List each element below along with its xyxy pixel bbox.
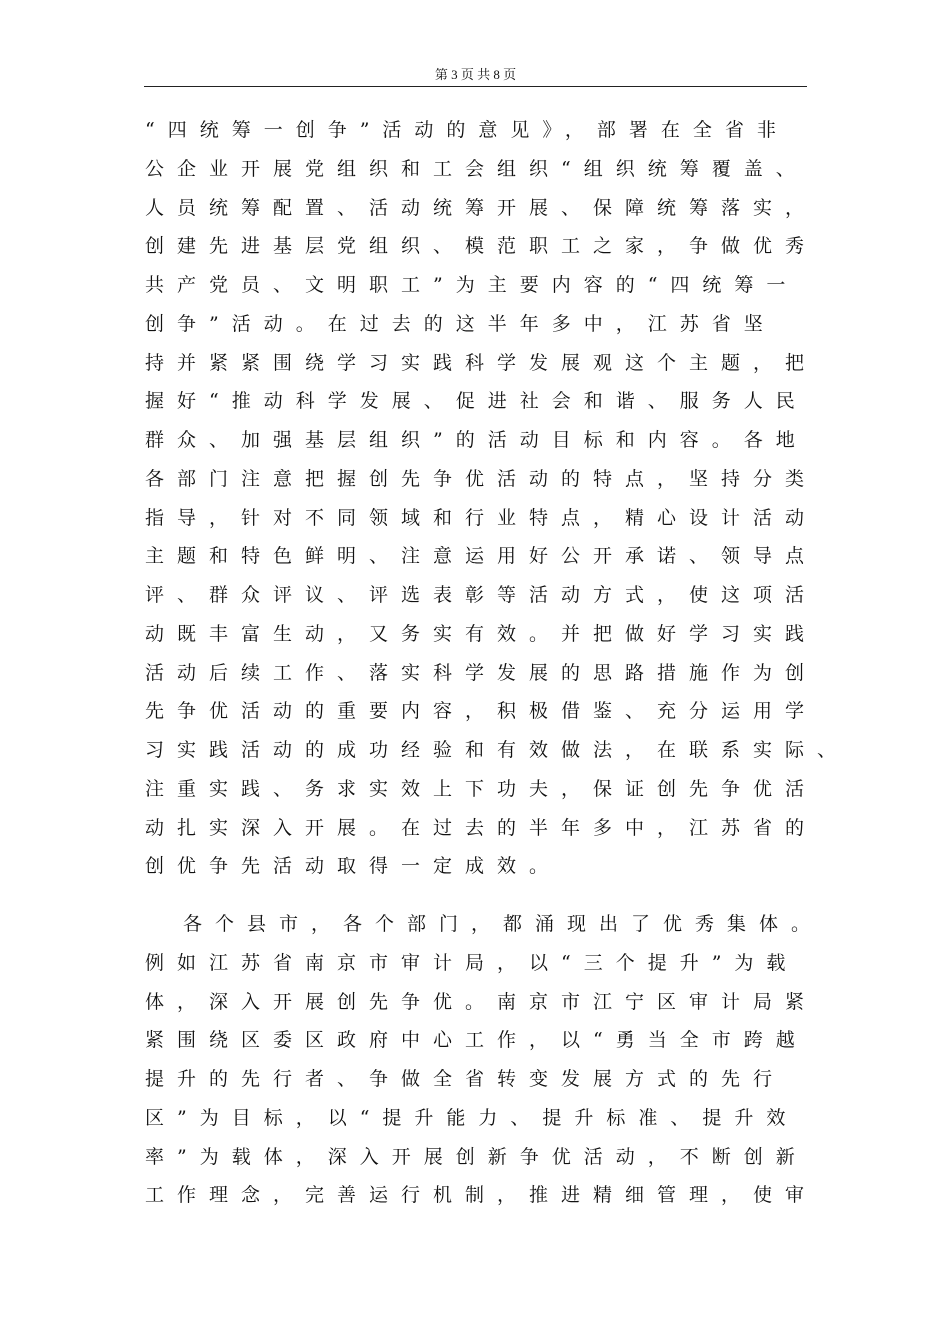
text-line: 各部门注意把握创先争优活动的特点，坚持分类 <box>145 467 818 490</box>
text-line: 群众、加强基层组织”的活动目标和内容。各地 <box>145 429 808 451</box>
text-line: 创建先进基层党组织、模范职工之家，争做优秀 <box>145 235 818 258</box>
paragraph-1 <box>145 111 850 886</box>
text-line: 评、群众评议、评选表彰等活动方式，使这项活 <box>145 584 818 606</box>
text-line: 习实践活动的成功经验和有效做法，在联系实际、 <box>145 739 850 761</box>
header-divider <box>144 86 807 87</box>
text-line: 工作理念，完善运行机制，推进精细管理，使审 <box>145 1184 818 1207</box>
text-line: 共产党员、文明职工”为主要内容的“四统筹一 <box>145 274 799 296</box>
text-line: 各个县市，各个部门，都涌现出了优秀集体。 <box>183 913 824 935</box>
text-line: 人员统筹配置、活动统筹开展、保障统筹落实， <box>145 196 818 219</box>
text-line: 握好“推动科学发展、促进社会和谐、服务人民 <box>145 390 808 413</box>
text-line: 动扎实深入开展。在过去的半年多中，江苏省的 <box>145 816 818 839</box>
page-indicator: 第 3 页 共 8 页 <box>434 67 517 82</box>
text-line: 公企业开展党组织和工会组织“组织统筹覆盖、 <box>145 157 808 180</box>
text-line: 创争”活动。在过去的这半年多中，江苏省坚 <box>145 312 776 335</box>
text-line: 指导，针对不同领域和行业特点，精心设计活动 <box>145 506 818 529</box>
text-line: 率”为载体，深入开展创新争优活动，不断创新 <box>145 1145 808 1168</box>
page-header <box>144 64 807 83</box>
text-line: 注重实践、务求实效上下功夫，保证创先争优活 <box>145 777 818 800</box>
text-line: 先争优活动的重要内容，积极借鉴、充分运用学 <box>145 700 818 723</box>
text-line: 区”为目标，以“提升能力、提升标准、提升效 <box>145 1106 799 1129</box>
text-line: 动既丰富生动，又务实有效。并把做好学习实践 <box>145 622 818 645</box>
text-line: 持并紧紧围绕学习实践科学发展观这个主题，把 <box>145 351 818 374</box>
text-line: 体，深入开展创先争优。南京市江宁区审计局紧 <box>145 990 818 1013</box>
text-line: 例如江苏省南京市审计局，以“三个提升”为载 <box>145 951 799 974</box>
document-body <box>145 111 850 1215</box>
text-line: 创优争先活动取得一定成效。 <box>145 855 562 878</box>
paragraph-2 <box>145 905 845 1215</box>
text-line: “四统筹一创争”活动的意见》，部署在全省非 <box>145 119 789 141</box>
text-line: 主题和特色鲜明、注意运用好公开承诺、领导点 <box>145 545 818 568</box>
text-line: 紧围绕区委区政府中心工作，以“勇当全市跨越 <box>145 1029 808 1052</box>
text-line: 提升的先行者、争做全省转变发展方式的先行 <box>145 1068 786 1090</box>
paragraph-spacer <box>145 886 845 905</box>
text-line: 活动后续工作、落实科学发展的思路措施作为创 <box>145 661 818 684</box>
